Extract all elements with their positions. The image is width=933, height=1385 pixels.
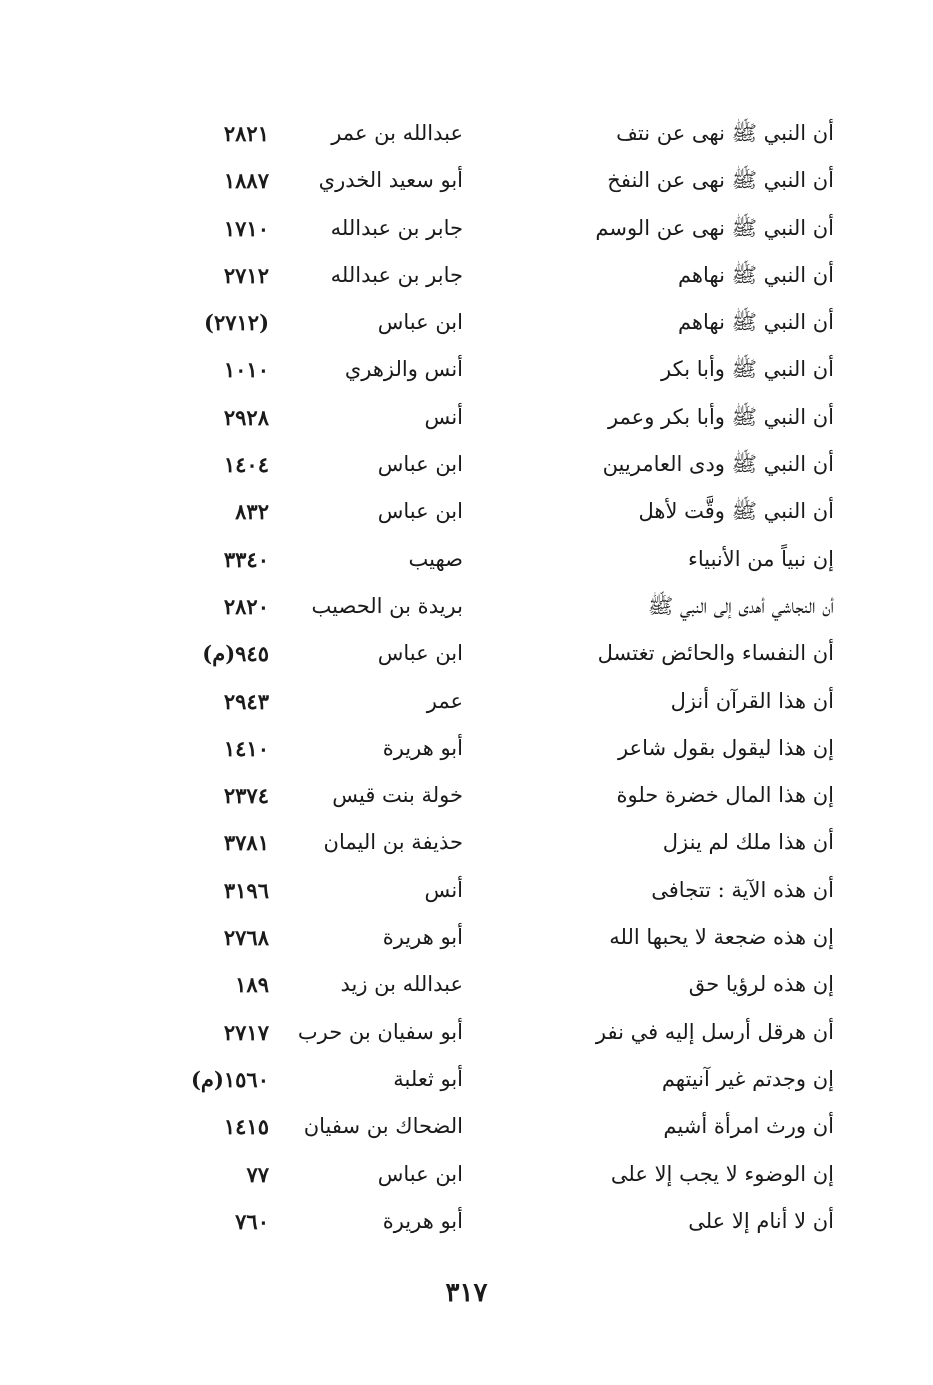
index-row [0, 252, 933, 299]
hadith-text: أن النبي ﷺ نهاهم [677, 310, 834, 335]
hadith-number: ١٧١٠ [223, 215, 269, 241]
narrator-name: الضحاك بن سفيان [303, 1114, 463, 1139]
hadith-text: إن هذه ضجعة لا يحبها الله [609, 925, 834, 950]
hadith-text: أن النفساء والحائض تغتسل [597, 641, 834, 666]
hadith-text: إن نبياً من الأنبياء [687, 546, 834, 571]
narrator-name: حذيفة بن اليمان [323, 830, 463, 855]
index-row [0, 583, 933, 630]
hadith-text: إن الوضوء لا يجب إلا على [610, 1161, 834, 1186]
hadith-number: ٢٩٤٣ [223, 688, 269, 714]
hadith-number: ٢٧٦٨ [223, 925, 269, 951]
hadith-text: أن لا أنام إلا على [688, 1208, 834, 1233]
page-number: ٣١٧ [445, 1278, 488, 1308]
index-row [0, 1151, 933, 1198]
hadith-number: ٣٧٨١ [223, 830, 269, 856]
hadith-number: ٢٧١٧ [223, 1019, 269, 1045]
hadith-number: ٧٦٠ [235, 1208, 269, 1234]
index-row [0, 346, 933, 393]
hadith-number: ١٨٩ [235, 972, 269, 998]
index-row [0, 110, 933, 157]
narrator-name: أبو هريرة [382, 925, 463, 950]
hadith-text: إن وجدتم غير آنيتهم [661, 1066, 834, 1091]
hadith-number: ١٨٨٧ [223, 168, 269, 194]
index-row [0, 961, 933, 1008]
narrator-name: أبو هريرة [382, 735, 463, 760]
hadith-text: أن ورث امرأة أشيم [663, 1114, 834, 1139]
narrator-name: بريدة بن الحصيب [311, 593, 463, 618]
hadith-number: ٢٣٧٤ [223, 783, 269, 809]
hadith-text: أن النبي ﷺ وقَّت لأهل [638, 499, 834, 524]
narrator-name: أنس والزهري [344, 357, 463, 382]
narrator-name: عمر [426, 688, 463, 713]
index-row [0, 630, 933, 677]
hadith-number: ٣١٩٦ [223, 877, 269, 903]
narrator-name: أنس [424, 404, 463, 429]
narrator-name: ابن عباس [377, 1161, 463, 1186]
index-row [0, 772, 933, 819]
hadith-number: ١٤٠٤ [223, 452, 269, 478]
index-row [0, 725, 933, 772]
narrator-name: أبو سعيد الخدري [318, 168, 463, 193]
index-row [0, 819, 933, 866]
narrator-name: أنس [424, 877, 463, 902]
hadith-number: ٨٣٢ [235, 499, 269, 525]
hadith-text: أن النبي ﷺ وأبا بكر وعمر [607, 404, 834, 429]
index-row [0, 1009, 933, 1056]
narrator-name: عبدالله بن عمر [331, 121, 463, 145]
hadith-text: أن النبي ﷺ نهى عن نتف [616, 121, 834, 145]
index-row [0, 678, 933, 725]
hadith-number: ١٥٦٠(م) [191, 1066, 269, 1092]
hadith-text: أن النجاشي أهدى إلى النبي ﷺ [647, 593, 834, 618]
hadith-text: أن النبي ﷺ نهى عن النفخ [607, 168, 834, 193]
index-row [0, 488, 933, 535]
hadith-text: أن هذه الآية : تتجافى [651, 877, 834, 902]
hadith-text: أن هذا القرآن أنزل [670, 688, 834, 713]
hadith-text: أن النبي ﷺ وأبا بكر [661, 357, 834, 382]
hadith-number: ٢٩٢٨ [223, 404, 269, 430]
narrator-name: أبو ثعلبة [393, 1066, 463, 1091]
index-row [0, 1056, 933, 1103]
index-row [0, 867, 933, 914]
narrator-name: ابن عباس [377, 310, 463, 335]
narrator-name: ابن عباس [377, 499, 463, 524]
hadith-number: ٩٤٥(م) [202, 641, 269, 667]
hadith-number: ٣٣٤٠ [223, 546, 269, 572]
hadith-text: أن هذا ملك لم ينزل [662, 830, 834, 855]
hadith-number: ٢٨٢٠ [223, 593, 269, 619]
index-row [0, 914, 933, 961]
index-row [0, 394, 933, 441]
index-row [0, 1103, 933, 1150]
index-row [0, 1198, 933, 1245]
narrator-name: ابن عباس [377, 452, 463, 477]
hadith-text: أن النبي ﷺ نهاهم [677, 262, 834, 287]
hadith-text: إن هذه لرؤيا حق [688, 972, 834, 997]
narrator-name: جابر بن عبدالله [330, 262, 463, 287]
index-row [0, 157, 933, 204]
hadith-text: إن هذا ليقول بقول شاعر [617, 735, 834, 760]
hadith-text: أن النبي ﷺ نهى عن الوسم [595, 215, 834, 240]
index-row [0, 205, 933, 252]
hadith-number: ٧٧ [246, 1161, 269, 1187]
hadith-number: ١٤١٥ [223, 1114, 269, 1140]
index-row [0, 536, 933, 583]
hadith-number: ٢٨٢١ [223, 121, 269, 146]
narrator-name: صهيب [408, 546, 463, 571]
hadith-number: ٢٧١٢ [223, 262, 269, 288]
narrator-name: أبو سفيان بن حرب [297, 1019, 463, 1044]
hadith-number: ١٠١٠ [223, 357, 269, 383]
hadith-number: ١٤١٠ [223, 735, 269, 761]
hadith-number: (٢٧١٢) [204, 310, 269, 336]
narrator-name: عبدالله بن زيد [340, 972, 463, 997]
narrator-name: خولة بنت قيس [332, 783, 463, 808]
narrator-name: أبو هريرة [382, 1208, 463, 1233]
hadith-text: أن هرقل أرسل إليه في نفر [595, 1019, 834, 1044]
narrator-name: ابن عباس [377, 641, 463, 666]
index-row [0, 441, 933, 488]
hadith-text: إن هذا المال خضرة حلوة [616, 783, 834, 808]
hadith-text: أن النبي ﷺ ودى العامريين [602, 452, 834, 477]
narrator-name: جابر بن عبدالله [330, 215, 463, 240]
hadith-index-table [0, 110, 933, 1245]
index-row [0, 299, 933, 346]
